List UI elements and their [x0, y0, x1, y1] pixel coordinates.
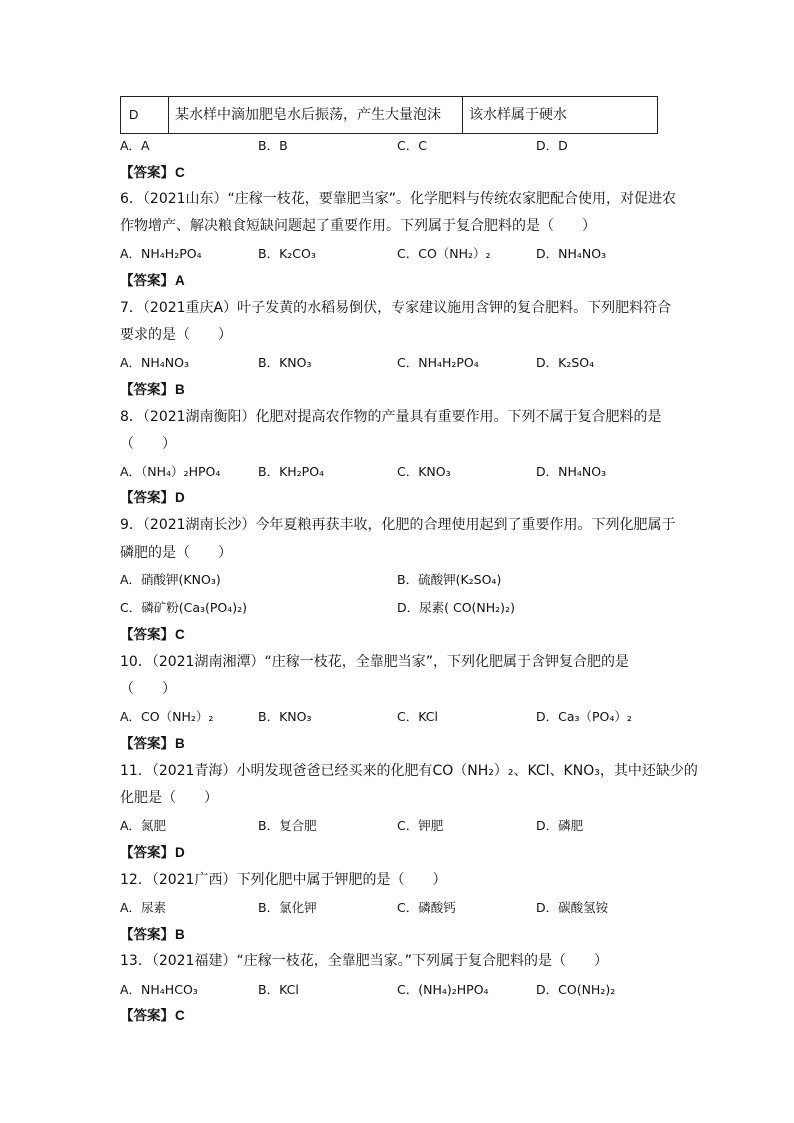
- q9-stem-line2: 磷肥的是（ ）: [120, 545, 232, 561]
- q13-option-c: C．(NH₄)₂HPO₄: [397, 982, 489, 997]
- q8-stem-line1: 8．（2021湖南衡阳）化肥对提高农作物的产量具有重要作用。下列不属于复合肥料的是: [120, 409, 662, 425]
- q13-stem-line1: 13．（2021福建）“庄稼一枝花，全靠肥当家。”下列属于复合肥料的是（ ）: [120, 953, 608, 969]
- q9-stem-line1: 9．（2021湖南长沙）今年夏粮再获丰收，化肥的合理使用起到了重要作用。下列化肥属于: [120, 517, 676, 533]
- q11-stem-line2: 化肥是（ ）: [120, 790, 218, 806]
- q11-option-b: B．复合肥: [258, 818, 317, 833]
- q10-option-d: D．Ca₃（PO₄）₂: [536, 709, 632, 724]
- q7-stem-line2: 要求的是（ ）: [120, 327, 232, 343]
- q8-option-b: B．KH₂PO₄: [258, 464, 325, 479]
- q12-option-a: A．尿素: [120, 900, 167, 915]
- q9-option-c: C．磷矿粉(Ca₃(PO₄)₂): [120, 600, 248, 615]
- q11-option-d: D．磷肥: [536, 818, 584, 833]
- q10-option-a: A．CO（NH₂）₂: [120, 709, 214, 724]
- q8-option-d: D．NH₄NO₃: [536, 464, 607, 479]
- q6-option-c: C．CO（NH₂）₂: [397, 246, 491, 261]
- q7-option-a: A．NH₄NO₃: [120, 355, 190, 370]
- q6-option-b: B．K₂CO₃: [258, 246, 316, 261]
- q11-option-a: A．氮肥: [120, 818, 167, 833]
- q13-option-b: B．KCl: [258, 982, 299, 997]
- q13-option-a: A．NH₄HCO₃: [120, 982, 198, 997]
- q6-stem-line1: 6．（2021山东）“庄稼一枝花，要靠肥当家”。化学肥料与传统农家肥配合使用，对促进农: [120, 191, 677, 207]
- q9-answer: 【答案】C: [120, 627, 185, 643]
- q9-option-b: B．硫酸钾(K₂SO₄): [397, 572, 502, 587]
- q7-stem-line1: 7．（2021重庆A）叶子发黄的水稻易倒伏，专家建议施用含钾的复合肥料。下列肥料符合: [120, 300, 672, 316]
- table-cell-conclusion: 该水样属于硬水: [469, 107, 567, 123]
- table-cell-content: 某水样中滴加肥皂水后振荡，产生大量泡沫: [169, 97, 463, 133]
- q12-option-c: C．磷酸钙: [397, 900, 456, 915]
- q13-option-d: D．CO(NH₂)₂: [536, 982, 616, 997]
- q5-option-a: A．A: [120, 138, 150, 153]
- q8-answer: 【答案】D: [120, 490, 185, 506]
- q11-option-c: C．钾肥: [397, 818, 444, 833]
- q7-answer: 【答案】B: [120, 382, 185, 398]
- q10-option-b: B．KNO₃: [258, 709, 312, 724]
- q7-option-d: D．K₂SO₄: [536, 355, 595, 370]
- q8-stem-line2: （ ）: [120, 436, 176, 452]
- q10-option-c: C．KCl: [397, 709, 438, 724]
- q13-answer: 【答案】C: [120, 1008, 185, 1024]
- table-cell-label: D: [121, 97, 169, 133]
- q12-answer: 【答案】B: [120, 927, 185, 943]
- q6-option-a: A．NH₄H₂PO₄: [120, 246, 202, 261]
- q7-option-c: C．NH₄H₂PO₄: [397, 355, 479, 370]
- q5-option-d: D．D: [536, 138, 568, 153]
- option-table-row: [120, 96, 658, 134]
- q12-stem-line1: 12．（2021广西）下列化肥中属于钾肥的是（ ）: [120, 872, 447, 888]
- q7-option-b: B．KNO₃: [258, 355, 312, 370]
- q10-stem-line1: 10．（2021湖南湘潭）“庄稼一枝花，全靠肥当家”，下列化肥属于含钾复合肥的是: [120, 654, 629, 670]
- q9-option-a: A．硝酸钾(KNO₃): [120, 572, 221, 587]
- q9-option-d: D．尿素( CO(NH₂)₂): [397, 600, 515, 615]
- q5-option-b: B．B: [258, 138, 288, 153]
- q12-option-b: B．氯化钾: [258, 900, 317, 915]
- q8-option-a: A．（NH₄）₂HPO₄: [120, 464, 221, 479]
- q10-stem-line2: （ ）: [120, 681, 176, 697]
- q8-option-c: C．KNO₃: [397, 464, 451, 479]
- q10-answer: 【答案】B: [120, 736, 185, 752]
- q11-answer: 【答案】D: [120, 845, 185, 861]
- q11-stem-line1: 11．（2021青海）小明发现爸爸已经买来的化肥有CO（NH₂）₂、KCl、KNO₃，其中还缺少的: [120, 763, 698, 779]
- q5-option-c: C．C: [397, 138, 427, 153]
- q6-option-d: D．NH₄NO₃: [536, 246, 607, 261]
- q12-option-d: D．碳酸氢铵: [536, 900, 609, 915]
- q6-answer: 【答案】A: [120, 273, 185, 289]
- q5-answer: 【答案】C: [120, 165, 185, 181]
- q6-stem-line2: 作物增产、解决粮食短缺问题起了重要作用。下列属于复合肥料的是（ ）: [120, 218, 596, 234]
